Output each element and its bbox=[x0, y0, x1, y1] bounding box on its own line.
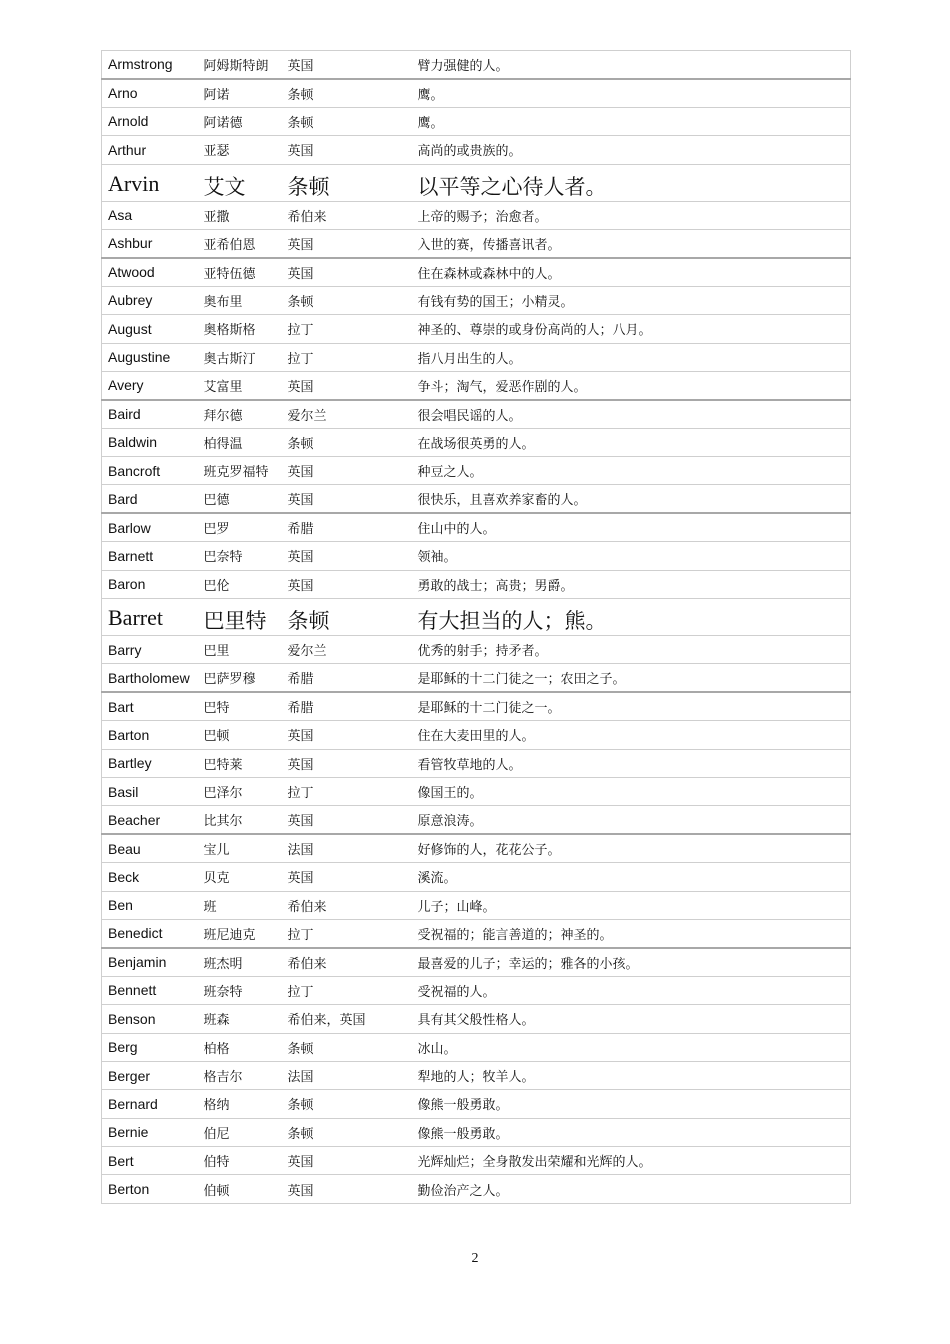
name-meaning-cell: 领袖。 bbox=[412, 542, 851, 570]
name-chinese-cell: 拜尔德 bbox=[198, 400, 282, 428]
table-row bbox=[102, 343, 851, 371]
name-english-cell: Bard bbox=[102, 485, 198, 513]
name-meaning-cell: 是耶稣的十二门徒之一。 bbox=[412, 692, 851, 720]
name-origin-cell: 条顿 bbox=[282, 107, 412, 135]
name-origin-cell: 法国 bbox=[282, 834, 412, 862]
name-origin-cell: 英国 bbox=[282, 457, 412, 485]
name-meaning-cell: 鹰。 bbox=[412, 107, 851, 135]
name-meaning-cell: 是耶稣的十二门徒之一；农田之子。 bbox=[412, 664, 851, 692]
name-meaning-cell: 指八月出生的人。 bbox=[412, 343, 851, 371]
name-chinese-cell: 巴里 bbox=[198, 636, 282, 664]
table-row bbox=[102, 692, 851, 720]
table-row bbox=[102, 636, 851, 664]
name-meaning-cell: 儿子；山峰。 bbox=[412, 891, 851, 919]
name-english-cell: Ben bbox=[102, 891, 198, 919]
name-chinese-cell: 伯特 bbox=[198, 1147, 282, 1175]
name-chinese-cell: 格吉尔 bbox=[198, 1061, 282, 1089]
name-chinese-cell: 伯尼 bbox=[198, 1118, 282, 1146]
name-chinese-cell: 伯顿 bbox=[198, 1175, 282, 1203]
name-english-cell: Bancroft bbox=[102, 457, 198, 485]
name-meaning-cell: 具有其父般性格人。 bbox=[412, 1005, 851, 1033]
name-meaning-cell: 光辉灿烂；全身散发出荣耀和光辉的人。 bbox=[412, 1147, 851, 1175]
name-chinese-cell: 班奈特 bbox=[198, 976, 282, 1004]
name-origin-cell: 英国 bbox=[282, 371, 412, 399]
name-chinese-cell: 宝儿 bbox=[198, 834, 282, 862]
name-english-cell: Bart bbox=[102, 692, 198, 720]
name-meaning-cell: 臂力强健的人。 bbox=[412, 51, 851, 79]
name-english-cell: Benjamin bbox=[102, 948, 198, 976]
table-row bbox=[102, 371, 851, 399]
name-english-cell: Benson bbox=[102, 1005, 198, 1033]
name-english-cell: Bernie bbox=[102, 1118, 198, 1146]
name-meaning-cell: 种豆之人。 bbox=[412, 457, 851, 485]
name-english-cell: Arnold bbox=[102, 107, 198, 135]
name-meaning-cell: 鹰。 bbox=[412, 79, 851, 107]
name-meaning-cell: 高尚的或贵族的。 bbox=[412, 136, 851, 164]
table-row bbox=[102, 315, 851, 343]
name-origin-cell: 条顿 bbox=[282, 1118, 412, 1146]
name-meaning-cell: 在战场很英勇的人。 bbox=[412, 428, 851, 456]
name-meaning-cell: 最喜爱的儿子；幸运的；雅各的小孩。 bbox=[412, 948, 851, 976]
page-number: 2 bbox=[471, 1251, 479, 1266]
table-row bbox=[102, 863, 851, 891]
name-chinese-cell: 班尼迪克 bbox=[198, 919, 282, 947]
name-english-cell: Baron bbox=[102, 570, 198, 598]
name-chinese-cell: 比其尔 bbox=[198, 806, 282, 834]
name-chinese-cell: 阿姆斯特朗 bbox=[198, 51, 282, 79]
name-meaning-cell: 受祝福的人。 bbox=[412, 976, 851, 1004]
name-english-cell: Augustine bbox=[102, 343, 198, 371]
table-row bbox=[102, 1147, 851, 1175]
table-row bbox=[102, 485, 851, 513]
name-meaning-cell: 住在森林或森林中的人。 bbox=[412, 258, 851, 286]
name-english-cell: Beacher bbox=[102, 806, 198, 834]
name-meaning-cell: 优秀的射手；持矛者。 bbox=[412, 636, 851, 664]
name-meaning-cell: 很会唱民谣的人。 bbox=[412, 400, 851, 428]
name-chinese-cell: 班 bbox=[198, 891, 282, 919]
name-origin-cell: 爱尔兰 bbox=[282, 636, 412, 664]
table-row bbox=[102, 891, 851, 919]
name-meaning-cell: 好修饰的人，花花公子。 bbox=[412, 834, 851, 862]
name-origin-cell: 英国 bbox=[282, 570, 412, 598]
name-english-cell: Arno bbox=[102, 79, 198, 107]
table-row bbox=[102, 919, 851, 947]
name-origin-cell: 英国 bbox=[282, 258, 412, 286]
names-table-body bbox=[102, 51, 851, 1204]
names-table bbox=[101, 50, 851, 1204]
table-row bbox=[102, 229, 851, 257]
name-english-cell: Barlow bbox=[102, 513, 198, 541]
name-chinese-cell: 格纳 bbox=[198, 1090, 282, 1118]
name-chinese-cell: 班杰明 bbox=[198, 948, 282, 976]
table-row bbox=[102, 1090, 851, 1118]
name-meaning-cell: 像熊一般勇敢。 bbox=[412, 1118, 851, 1146]
table-row bbox=[102, 51, 851, 79]
name-chinese-cell: 巴顿 bbox=[198, 721, 282, 749]
name-origin-cell: 英国 bbox=[282, 1175, 412, 1203]
name-meaning-cell: 有钱有势的国王；小精灵。 bbox=[412, 286, 851, 314]
name-chinese-cell: 艾富里 bbox=[198, 371, 282, 399]
table-row bbox=[102, 721, 851, 749]
name-origin-cell: 条顿 bbox=[282, 428, 412, 456]
name-meaning-cell: 像熊一般勇敢。 bbox=[412, 1090, 851, 1118]
table-row bbox=[102, 164, 851, 201]
name-meaning-cell: 以平等之心待人者。 bbox=[412, 164, 851, 201]
name-origin-cell: 英国 bbox=[282, 863, 412, 891]
table-row bbox=[102, 542, 851, 570]
table-row bbox=[102, 79, 851, 107]
name-english-cell: Beck bbox=[102, 863, 198, 891]
name-chinese-cell: 奥古斯汀 bbox=[198, 343, 282, 371]
table-row bbox=[102, 1175, 851, 1203]
name-english-cell: Arthur bbox=[102, 136, 198, 164]
table-row bbox=[102, 834, 851, 862]
name-english-cell: Asa bbox=[102, 201, 198, 229]
name-english-cell: Aubrey bbox=[102, 286, 198, 314]
name-origin-cell: 英国 bbox=[282, 51, 412, 79]
table-row bbox=[102, 457, 851, 485]
name-origin-cell: 拉丁 bbox=[282, 919, 412, 947]
name-meaning-cell: 犁地的人；牧羊人。 bbox=[412, 1061, 851, 1089]
table-row bbox=[102, 664, 851, 692]
name-chinese-cell: 亚希伯恩 bbox=[198, 229, 282, 257]
name-chinese-cell: 奥格斯格 bbox=[198, 315, 282, 343]
table-row bbox=[102, 976, 851, 1004]
name-chinese-cell: 阿诺德 bbox=[198, 107, 282, 135]
name-origin-cell: 英国 bbox=[282, 542, 412, 570]
name-meaning-cell: 有大担当的人；熊。 bbox=[412, 599, 851, 636]
name-chinese-cell: 巴泽尔 bbox=[198, 777, 282, 805]
name-origin-cell: 英国 bbox=[282, 1147, 412, 1175]
name-origin-cell: 希腊 bbox=[282, 664, 412, 692]
name-english-cell: Baird bbox=[102, 400, 198, 428]
name-english-cell: Bennett bbox=[102, 976, 198, 1004]
name-english-cell: Bernard bbox=[102, 1090, 198, 1118]
name-english-cell: Barton bbox=[102, 721, 198, 749]
table-row bbox=[102, 1118, 851, 1146]
name-meaning-cell: 溪流。 bbox=[412, 863, 851, 891]
table-row bbox=[102, 107, 851, 135]
table-row bbox=[102, 286, 851, 314]
name-chinese-cell: 巴奈特 bbox=[198, 542, 282, 570]
name-origin-cell: 拉丁 bbox=[282, 777, 412, 805]
name-origin-cell: 英国 bbox=[282, 229, 412, 257]
name-chinese-cell: 柏格 bbox=[198, 1033, 282, 1061]
name-chinese-cell: 亚特伍德 bbox=[198, 258, 282, 286]
name-english-cell: Armstrong bbox=[102, 51, 198, 79]
name-english-cell: Ashbur bbox=[102, 229, 198, 257]
name-origin-cell: 拉丁 bbox=[282, 976, 412, 1004]
name-origin-cell: 法国 bbox=[282, 1061, 412, 1089]
table-row bbox=[102, 948, 851, 976]
name-chinese-cell: 巴里特 bbox=[198, 599, 282, 636]
table-row bbox=[102, 201, 851, 229]
name-meaning-cell: 原意浪涛。 bbox=[412, 806, 851, 834]
table-row bbox=[102, 1033, 851, 1061]
name-origin-cell: 希伯来 bbox=[282, 948, 412, 976]
name-origin-cell: 希腊 bbox=[282, 692, 412, 720]
name-meaning-cell: 像国王的。 bbox=[412, 777, 851, 805]
name-origin-cell: 爱尔兰 bbox=[282, 400, 412, 428]
table-row bbox=[102, 1061, 851, 1089]
name-english-cell: Arvin bbox=[102, 164, 198, 201]
name-origin-cell: 希伯来 bbox=[282, 201, 412, 229]
name-meaning-cell: 神圣的、尊崇的或身份高尚的人；八月。 bbox=[412, 315, 851, 343]
name-english-cell: Berger bbox=[102, 1061, 198, 1089]
name-origin-cell: 希伯来，英国 bbox=[282, 1005, 412, 1033]
name-meaning-cell: 争斗；淘气，爱恶作剧的人。 bbox=[412, 371, 851, 399]
name-origin-cell: 英国 bbox=[282, 136, 412, 164]
name-origin-cell: 条顿 bbox=[282, 164, 412, 201]
name-chinese-cell: 贝克 bbox=[198, 863, 282, 891]
name-english-cell: Bert bbox=[102, 1147, 198, 1175]
table-row bbox=[102, 570, 851, 598]
name-origin-cell: 条顿 bbox=[282, 1090, 412, 1118]
name-origin-cell: 条顿 bbox=[282, 599, 412, 636]
name-meaning-cell: 勇敢的战士；高贵；男爵。 bbox=[412, 570, 851, 598]
name-origin-cell: 英国 bbox=[282, 806, 412, 834]
name-meaning-cell: 住在大麦田里的人。 bbox=[412, 721, 851, 749]
name-english-cell: Beau bbox=[102, 834, 198, 862]
name-origin-cell: 英国 bbox=[282, 485, 412, 513]
table-row bbox=[102, 400, 851, 428]
name-chinese-cell: 阿诺 bbox=[198, 79, 282, 107]
table-row bbox=[102, 428, 851, 456]
name-chinese-cell: 巴特 bbox=[198, 692, 282, 720]
name-english-cell: Barret bbox=[102, 599, 198, 636]
name-english-cell: Atwood bbox=[102, 258, 198, 286]
name-origin-cell: 条顿 bbox=[282, 79, 412, 107]
name-chinese-cell: 艾文 bbox=[198, 164, 282, 201]
name-origin-cell: 英国 bbox=[282, 721, 412, 749]
name-origin-cell: 拉丁 bbox=[282, 315, 412, 343]
name-english-cell: Baldwin bbox=[102, 428, 198, 456]
name-english-cell: Berg bbox=[102, 1033, 198, 1061]
name-meaning-cell: 住山中的人。 bbox=[412, 513, 851, 541]
name-meaning-cell: 受祝福的；能言善道的；神圣的。 bbox=[412, 919, 851, 947]
name-chinese-cell: 柏得温 bbox=[198, 428, 282, 456]
name-english-cell: Bartholomew bbox=[102, 664, 198, 692]
name-english-cell: Berton bbox=[102, 1175, 198, 1203]
name-english-cell: August bbox=[102, 315, 198, 343]
name-english-cell: Bartley bbox=[102, 749, 198, 777]
name-chinese-cell: 巴特莱 bbox=[198, 749, 282, 777]
name-english-cell: Avery bbox=[102, 371, 198, 399]
table-row bbox=[102, 599, 851, 636]
name-chinese-cell: 巴罗 bbox=[198, 513, 282, 541]
name-origin-cell: 英国 bbox=[282, 749, 412, 777]
table-row bbox=[102, 777, 851, 805]
table-row bbox=[102, 749, 851, 777]
table-row bbox=[102, 513, 851, 541]
name-origin-cell: 希伯来 bbox=[282, 891, 412, 919]
table-row bbox=[102, 136, 851, 164]
name-chinese-cell: 亚撒 bbox=[198, 201, 282, 229]
name-origin-cell: 条顿 bbox=[282, 286, 412, 314]
name-english-cell: Basil bbox=[102, 777, 198, 805]
name-origin-cell: 拉丁 bbox=[282, 343, 412, 371]
name-meaning-cell: 看管牧草地的人。 bbox=[412, 749, 851, 777]
name-chinese-cell: 班森 bbox=[198, 1005, 282, 1033]
name-english-cell: Barry bbox=[102, 636, 198, 664]
name-chinese-cell: 巴萨罗穆 bbox=[198, 664, 282, 692]
name-meaning-cell: 勤俭治产之人。 bbox=[412, 1175, 851, 1203]
name-origin-cell: 条顿 bbox=[282, 1033, 412, 1061]
name-chinese-cell: 亚瑟 bbox=[198, 136, 282, 164]
table-row bbox=[102, 258, 851, 286]
table-row bbox=[102, 806, 851, 834]
name-english-cell: Benedict bbox=[102, 919, 198, 947]
name-meaning-cell: 上帝的赐予；治愈者。 bbox=[412, 201, 851, 229]
name-chinese-cell: 奥布里 bbox=[198, 286, 282, 314]
name-meaning-cell: 很快乐，且喜欢养家畜的人。 bbox=[412, 485, 851, 513]
name-origin-cell: 希腊 bbox=[282, 513, 412, 541]
name-chinese-cell: 巴德 bbox=[198, 485, 282, 513]
name-meaning-cell: 入世的赛，传播喜讯者。 bbox=[412, 229, 851, 257]
table-row bbox=[102, 1005, 851, 1033]
name-english-cell: Barnett bbox=[102, 542, 198, 570]
name-chinese-cell: 巴伦 bbox=[198, 570, 282, 598]
name-chinese-cell: 班克罗福特 bbox=[198, 457, 282, 485]
name-meaning-cell: 冰山。 bbox=[412, 1033, 851, 1061]
